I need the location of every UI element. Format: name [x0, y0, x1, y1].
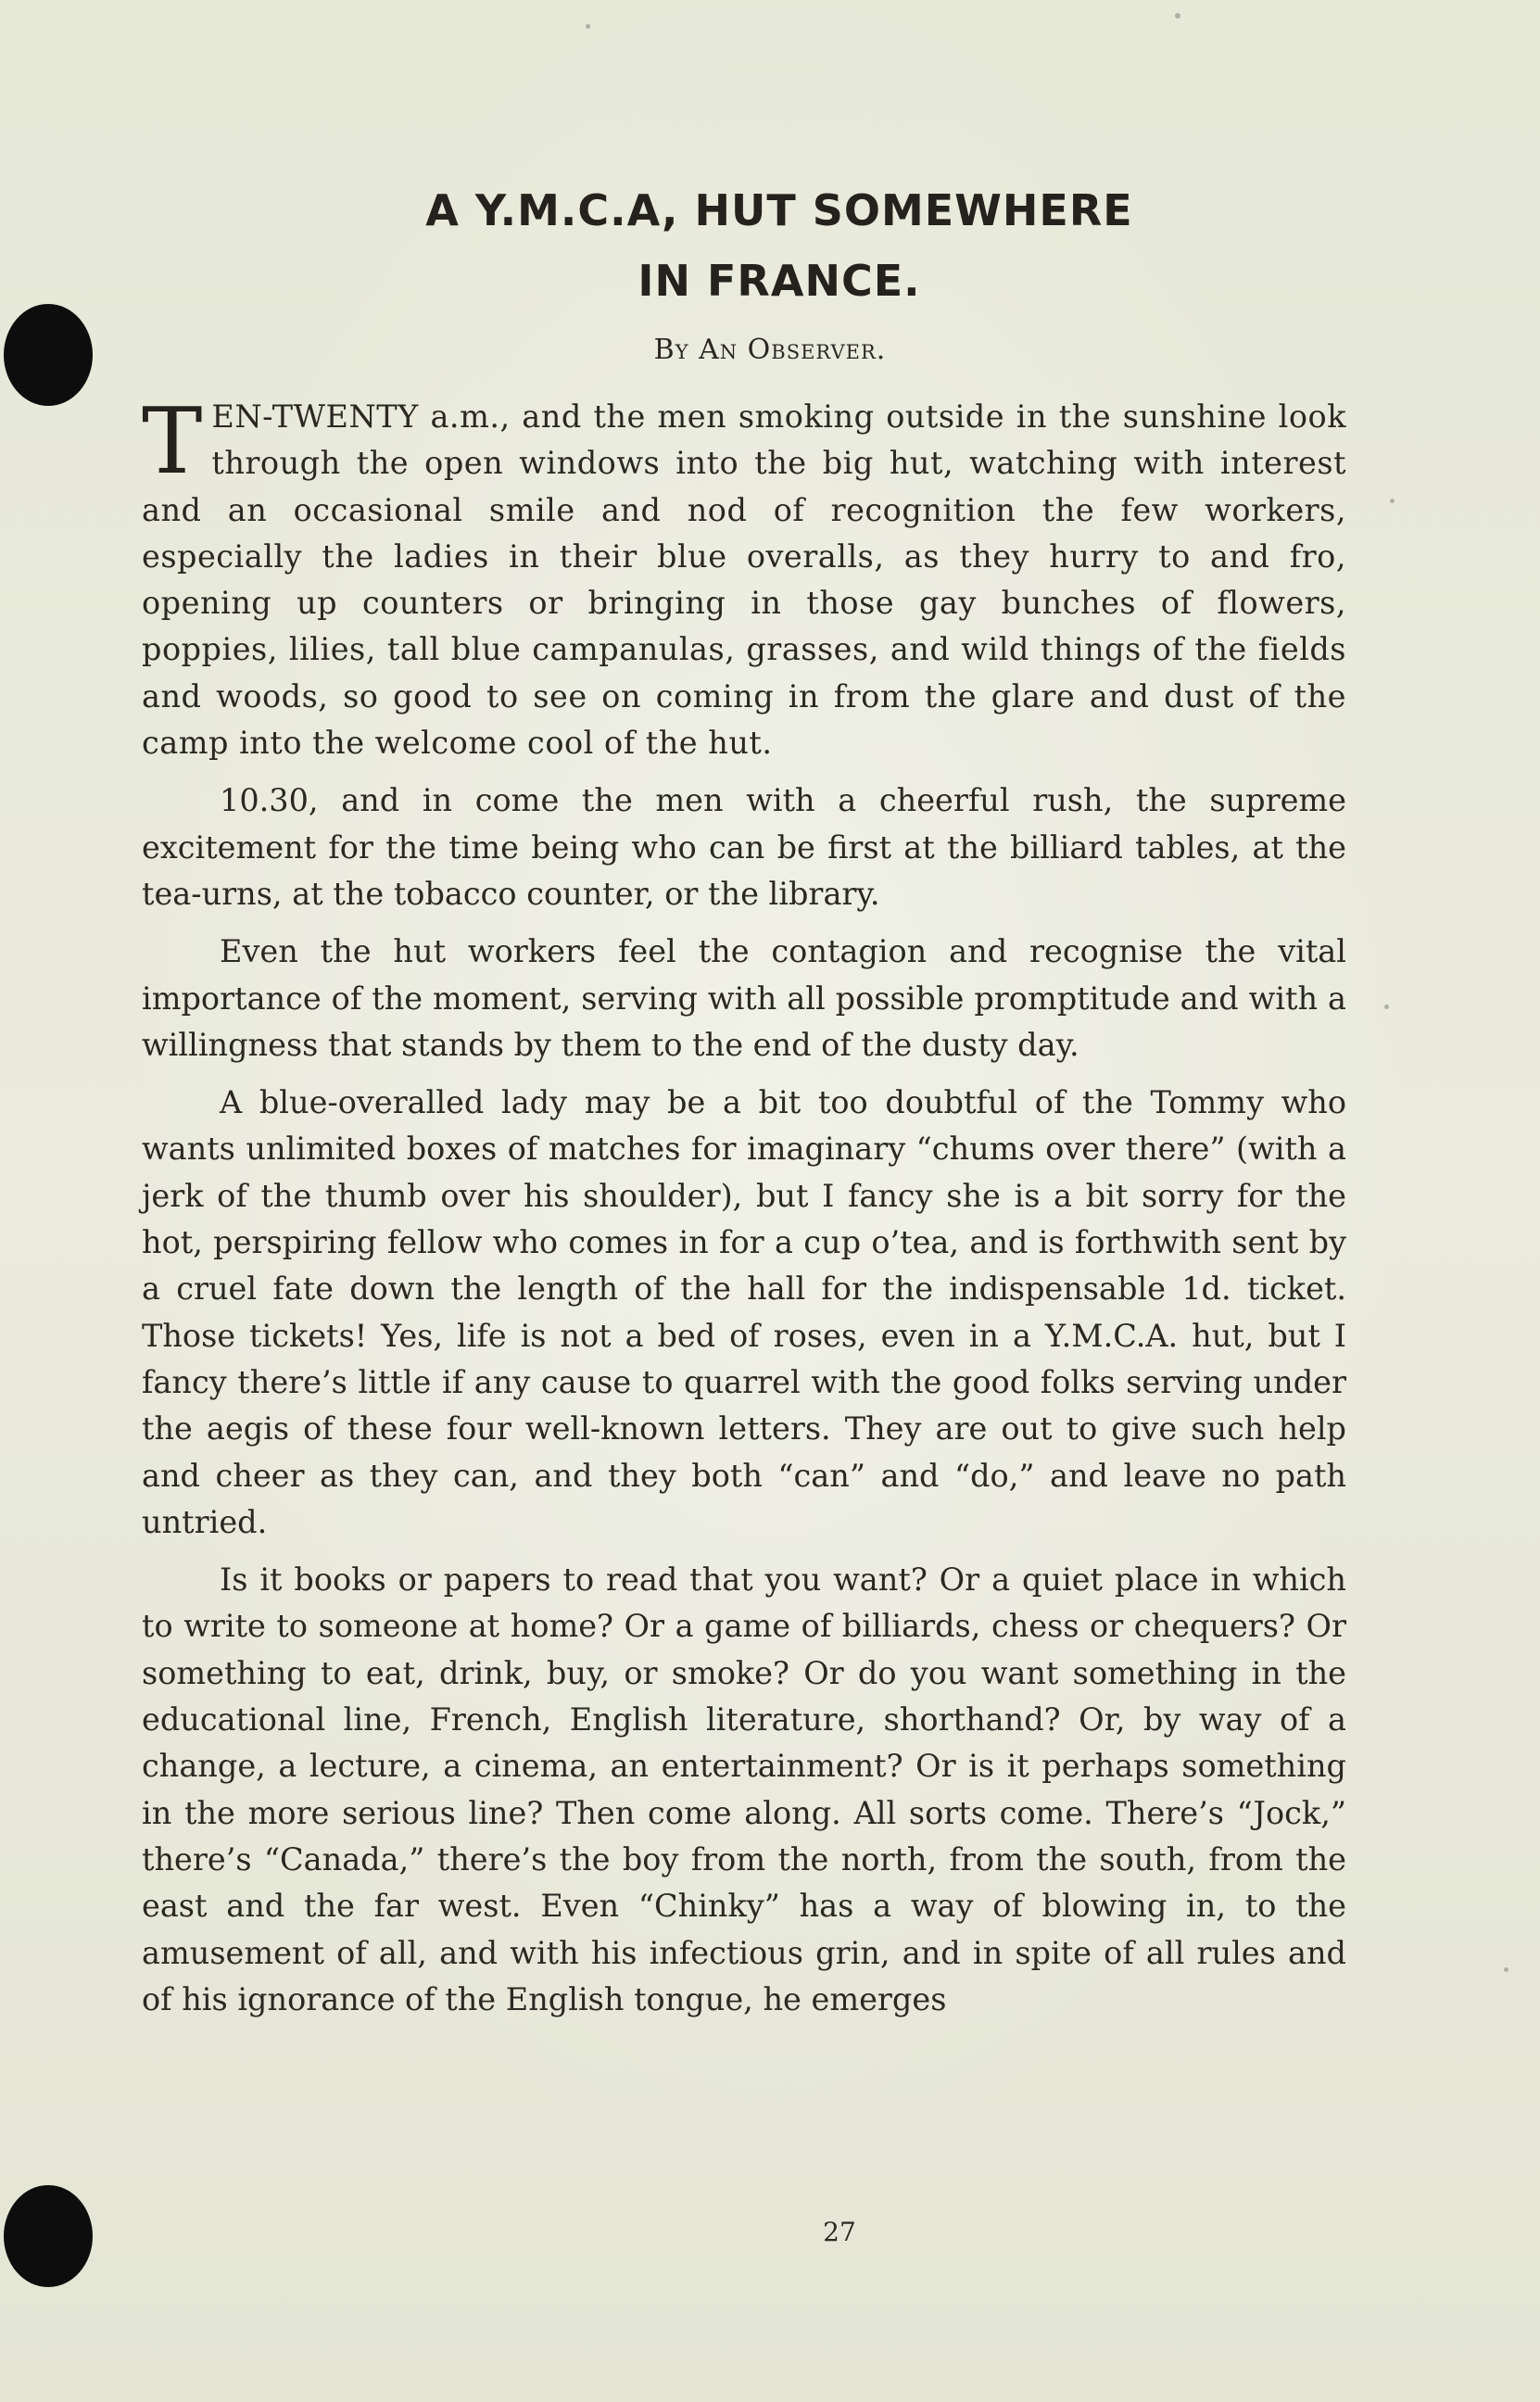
- paper-speck: [1175, 13, 1180, 19]
- article-title-line-2: IN FRANCE.: [637, 256, 921, 306]
- drop-cap: T: [142, 389, 203, 495]
- page-number: 27: [823, 2217, 856, 2247]
- paper-speck: [586, 24, 590, 29]
- paragraph-3: Even the hut workers feel the contagion and recognise the vital importance of the moment, serving with all possible promptitude and with a willingness that stands by them to the end of the dusty day.: [142, 933, 1346, 1063]
- paragraph-2: 10.30, and in come the men with a cheerful rush, the supreme excitement for the time being who can be first at the billiard tables, at the tea-urns, at the tobacco counter, or the library.: [142, 782, 1346, 912]
- paper-speck: [1504, 1967, 1508, 1972]
- paper-speck: [1390, 499, 1395, 503]
- paragraph-1-text: EN-TWENTY a.m., and the men smoking outside in the sunshine look through the open windows into the big hut, watching with interest and an occasional smile and nod of recognition the few workers, especially the ladies in their blue overalls, as they hurry to and fro, opening up counters or bringing in those gay bunches of flowers, poppies, lilies, tall blue campanulas, grasses, and wild things of the fields and woods, so good to see on coming in from the glare and dust of the camp into the welcome cool of the hut.: [142, 398, 1346, 762]
- paragraph-1: [142, 389, 1346, 766]
- paragraph-5: Is it books or papers to read that you want? Or a quiet place in which to write to someone at home? Or a game of billiards, chess or chequers? Or something to eat, drink, buy, or smoke? Or do you want something in the educational line, French, English literature, shorthand? Or, by way of a change, a lecture, a cinema, an entertainment? Or is it perhaps something in the more serious line? Then come along. All sorts come. There’s “Jock,” there’s “Canada,” there’s the boy from the north, from the south, from the east and the far west. Even “Chinky” has a way of blowing in, to the amusement of all, and with his infectious grin, and in spite of all rules and of his ignorance of the English tongue, he emerges: [142, 1561, 1346, 2017]
- byline: By An Observer.: [653, 334, 887, 366]
- article-title-line-1: A Y.M.C.A, HUT SOMEWHERE: [425, 185, 1133, 235]
- paper-speck: [1384, 1005, 1389, 1009]
- article-body: [142, 389, 1346, 2034]
- paragraph-4: A blue-overalled lady may be a bit too doubtful of the Tommy who wants unlimited boxes of matches for imaginary “chums over there” (with a jerk of the thumb over his shoulder), but I fancy she is a bit sorry for the hot, perspiring fellow who comes in for a cup o’tea, and is forthwith sent by a cruel fate down the length of the hall for the indispensable 1d. ticket. Those tickets! Yes, life is not a bed of roses, even in a Y.M.C.A. hut, but I fancy there’s little if any cause to quarrel with the good folks serving under the aegis of these four well-known letters. They are out to give such help and cheer as they can, and they both “can” and “do,” and leave no path untried.: [142, 1084, 1346, 1540]
